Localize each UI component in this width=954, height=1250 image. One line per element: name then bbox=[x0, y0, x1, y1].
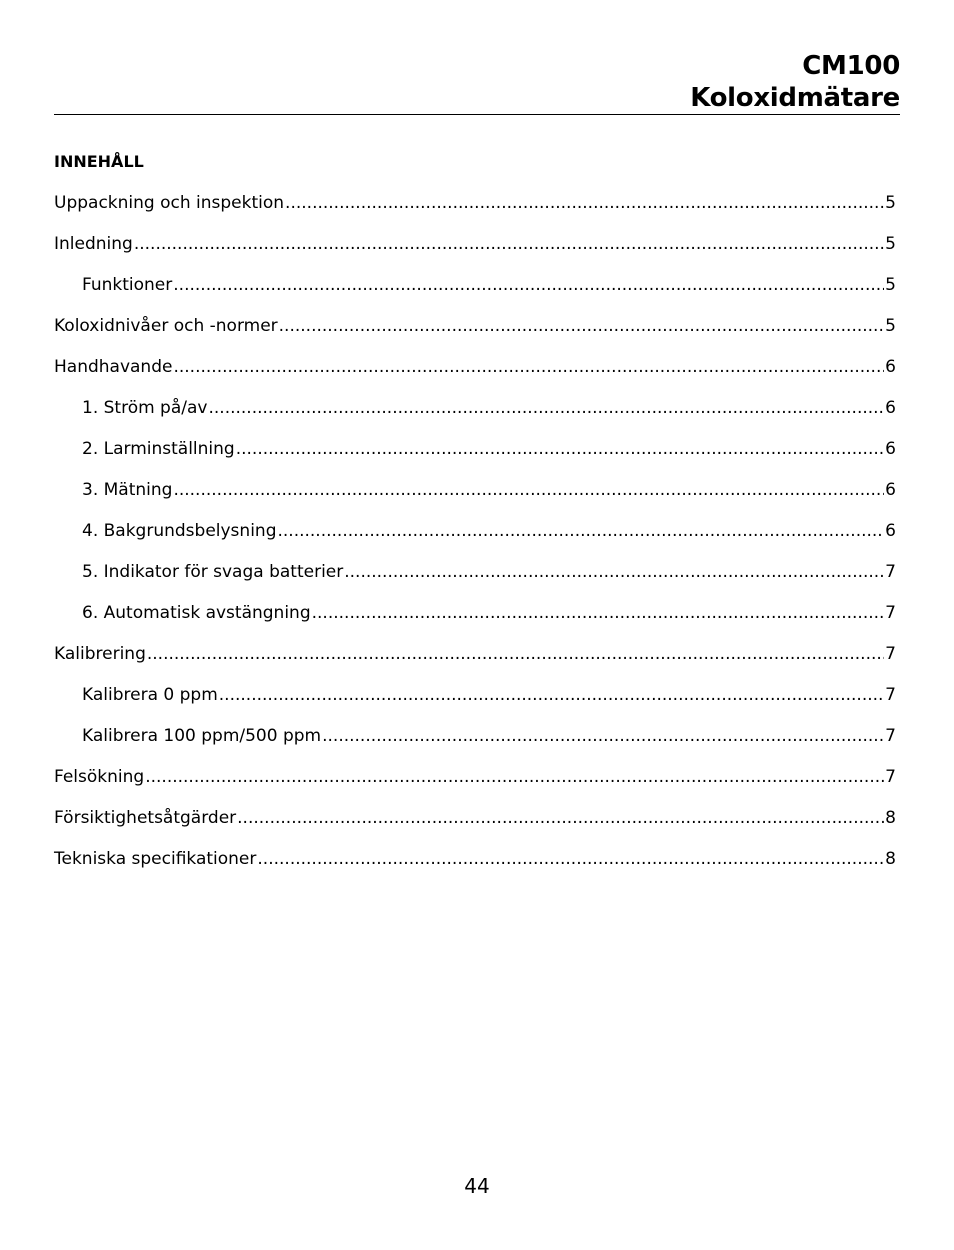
toc-leader-dots bbox=[147, 643, 884, 665]
toc-entry-page: 6 bbox=[885, 521, 896, 541]
toc-leader-dots bbox=[219, 684, 884, 706]
toc-entry-page: 5 bbox=[885, 234, 896, 254]
toc-entry[interactable] bbox=[54, 807, 896, 848]
toc-entry[interactable] bbox=[54, 643, 896, 684]
toc-entry[interactable] bbox=[54, 479, 896, 520]
toc-entry-page: 5 bbox=[885, 275, 896, 295]
toc-leader-dots bbox=[285, 192, 884, 214]
toc-leader-dots bbox=[173, 356, 884, 378]
toc-entry-title: 6. Automatisk avstängning bbox=[82, 603, 311, 623]
toc-entry[interactable] bbox=[54, 725, 896, 766]
toc-leader-dots bbox=[279, 315, 885, 337]
toc-entry[interactable] bbox=[54, 520, 896, 561]
toc-entry-title: Försiktighetsåtgärder bbox=[54, 808, 237, 828]
toc-entry-page: 6 bbox=[885, 480, 896, 500]
toc-entry-page: 8 bbox=[885, 849, 896, 869]
toc-entry-page: 6 bbox=[885, 439, 896, 459]
page-header bbox=[54, 48, 900, 115]
toc-heading: INNEHÅLL bbox=[54, 152, 144, 171]
toc-leader-dots bbox=[257, 848, 884, 870]
toc-entry-page: 7 bbox=[885, 767, 896, 787]
toc-entry[interactable] bbox=[54, 766, 896, 807]
toc-entry-title: Kalibrering bbox=[54, 644, 146, 664]
toc-entry[interactable] bbox=[54, 848, 896, 889]
toc-entry-title: 2. Larminställning bbox=[82, 439, 235, 459]
toc-leader-dots bbox=[173, 479, 884, 501]
toc-entry-title: Uppackning och inspektion bbox=[54, 193, 285, 213]
toc-entry-title: 4. Bakgrundsbelysning bbox=[82, 521, 277, 541]
toc-entry-page: 7 bbox=[885, 726, 896, 746]
toc-entry[interactable] bbox=[54, 561, 896, 602]
toc-entry[interactable] bbox=[54, 602, 896, 643]
model-name: CM100 bbox=[802, 51, 900, 81]
toc-entry-page: 6 bbox=[885, 398, 896, 418]
toc-entry-title: 3. Mätning bbox=[82, 480, 173, 500]
toc-entry-title: 5. Indikator för svaga batterier bbox=[82, 562, 344, 582]
product-name: Koloxidmätare bbox=[690, 83, 900, 113]
page-number: 44 bbox=[464, 1174, 490, 1198]
toc-leader-dots bbox=[236, 438, 884, 460]
toc-entry-title: Kalibrera 0 ppm bbox=[82, 685, 218, 705]
toc-entry-page: 6 bbox=[885, 357, 896, 377]
table-of-contents bbox=[54, 192, 896, 889]
toc-entry-title: Felsökning bbox=[54, 767, 145, 787]
toc-leader-dots bbox=[237, 807, 884, 829]
toc-entry-page: 7 bbox=[885, 562, 896, 582]
toc-leader-dots bbox=[134, 233, 884, 255]
toc-leader-dots bbox=[145, 766, 884, 788]
toc-entry-page: 5 bbox=[885, 316, 896, 336]
toc-entry-page: 5 bbox=[885, 193, 896, 213]
toc-entry[interactable] bbox=[54, 684, 896, 725]
toc-entry-page: 7 bbox=[885, 685, 896, 705]
toc-entry[interactable] bbox=[54, 192, 896, 233]
toc-entry[interactable] bbox=[54, 274, 896, 315]
toc-leader-dots bbox=[277, 520, 884, 542]
toc-entry-title: Inledning bbox=[54, 234, 133, 254]
toc-leader-dots bbox=[173, 274, 884, 296]
toc-entry-title: 1. Ström på/av bbox=[82, 398, 208, 418]
toc-entry-page: 7 bbox=[885, 644, 896, 664]
toc-leader-dots bbox=[208, 397, 884, 419]
toc-entry-title: Kalibrera 100 ppm/500 ppm bbox=[82, 726, 322, 746]
document-title bbox=[690, 50, 900, 114]
toc-entry[interactable] bbox=[54, 397, 896, 438]
toc-entry[interactable] bbox=[54, 438, 896, 479]
toc-leader-dots bbox=[344, 561, 884, 583]
toc-leader-dots bbox=[312, 602, 885, 624]
toc-entry[interactable] bbox=[54, 233, 896, 274]
toc-entry-title: Koloxidnivåer och -normer bbox=[54, 316, 278, 336]
toc-entry-title: Handhavande bbox=[54, 357, 173, 377]
toc-entry-title: Funktioner bbox=[82, 275, 173, 295]
toc-entry-page: 8 bbox=[885, 808, 896, 828]
toc-entry[interactable] bbox=[54, 315, 896, 356]
toc-entry-page: 7 bbox=[885, 603, 896, 623]
toc-leader-dots bbox=[322, 725, 884, 747]
toc-entry-title: Tekniska specifikationer bbox=[54, 849, 257, 869]
toc-entry[interactable] bbox=[54, 356, 896, 397]
